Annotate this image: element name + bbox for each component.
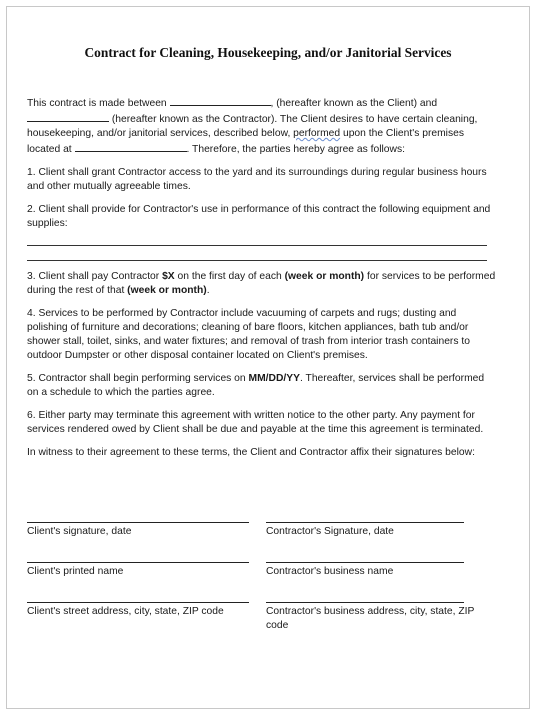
clause-3-text-4: .: [206, 285, 210, 296]
clause-3-text-3: for services to be performed during the rest of that: [27, 271, 496, 296]
witness-statement: In witness to their agreement to these terms, the Client and Contractor affix their signatures below:: [27, 447, 475, 458]
intro-text-5: . Therefore, the parties hereby agree as follows:: [186, 144, 405, 155]
clause-3: [27, 270, 497, 298]
contractor-signature-line: [266, 510, 464, 523]
client-address-field[interactable]: [27, 590, 249, 619]
contractor-signature-caption: Contractor's Signature, date: [266, 526, 394, 537]
client-printed-name-field[interactable]: [27, 550, 249, 579]
signature-block: [27, 510, 517, 630]
clause-4: 4. Services to be performed by Contractor include vacuuming of carpets and rugs; dusting and polishing of furniture and decorations; cleaning of bare floors, kitchen appliances, bath tub and/or shower stall, toilet, sinks, and water fixtures; and removal of trash from interior trash containers to outdoor Dumpster or other disposal container located on Client's premises.: [27, 308, 470, 361]
intro-text-2: , (hereafter known as the Client) and: [270, 98, 438, 109]
clause-2: 2. Client shall provide for Contractor's use in performance of this contract the following equipment and supplies:: [27, 204, 491, 229]
intro-text-1: This contract is made between: [27, 98, 170, 109]
payment-period-1: (week or month): [284, 271, 365, 282]
signature-row-1: [27, 510, 517, 550]
document-title: Contract for Cleaning, Housekeeping, and/or Janitorial Services: [84, 45, 452, 60]
document-body: [27, 95, 497, 631]
client-signature-field[interactable]: [27, 510, 249, 539]
intro-performed-word: performed: [293, 128, 341, 139]
contractor-address-field[interactable]: [266, 590, 498, 633]
equipment-fill-line-2: [27, 246, 487, 261]
contractor-signature-field[interactable]: [266, 510, 498, 539]
payment-period-2: (week or month): [127, 285, 207, 296]
client-address-line: [27, 590, 249, 603]
clause-3-text-1: 3. Client shall pay Contractor: [27, 271, 163, 282]
clause-5-text-1: 5. Contractor shall begin performing services on: [27, 373, 249, 384]
intro-text-3: (hereafter known as the Contractor). The Client desires to have certain cleaning, housekeeping, and/or janitorial services, described below,: [27, 114, 478, 139]
client-signature-caption: Client's signature, date: [27, 526, 132, 537]
intro-text-4: upon the Client's premises located at: [27, 128, 464, 155]
contractor-business-name-caption: Contractor's business name: [266, 566, 394, 577]
contractor-address-caption: Contractor's business address, city, state, ZIP code: [266, 606, 475, 631]
client-address-caption: Client's street address, city, state, ZIP code: [27, 606, 224, 617]
intro-paragraph: [27, 95, 497, 157]
signature-row-3: [27, 590, 517, 630]
client-printed-name-caption: Client's printed name: [27, 566, 124, 577]
contractor-name-blank: [27, 111, 109, 122]
clause-5: [27, 372, 497, 400]
equipment-fill-line-1: [27, 231, 487, 246]
clause-6: 6. Either party may terminate this agreement with written notice to the other party. Any payment for services rendered owed by Client shall be due and payable at the time this agreement is terminated.: [27, 410, 484, 435]
client-name-blank: [170, 95, 271, 106]
contractor-address-line: [266, 590, 464, 603]
contractor-business-name-field[interactable]: [266, 550, 498, 579]
signature-row-2: [27, 550, 517, 590]
premises-address-blank: [75, 141, 187, 152]
clause-1: 1. Client shall grant Contractor access to the yard and its surroundings during regular business hours and other mutually agreeable times.: [27, 167, 487, 192]
clause-3-text-2: on the first day of each: [174, 271, 285, 282]
start-date: MM/DD/YY: [248, 373, 300, 384]
clause-5-text-2: . Thereafter, services shall be performed on a schedule to which the parties agree.: [27, 373, 485, 398]
client-printed-name-line: [27, 550, 249, 563]
contractor-business-name-line: [266, 550, 464, 563]
client-signature-line: [27, 510, 249, 523]
payment-amount: $X: [162, 271, 175, 282]
